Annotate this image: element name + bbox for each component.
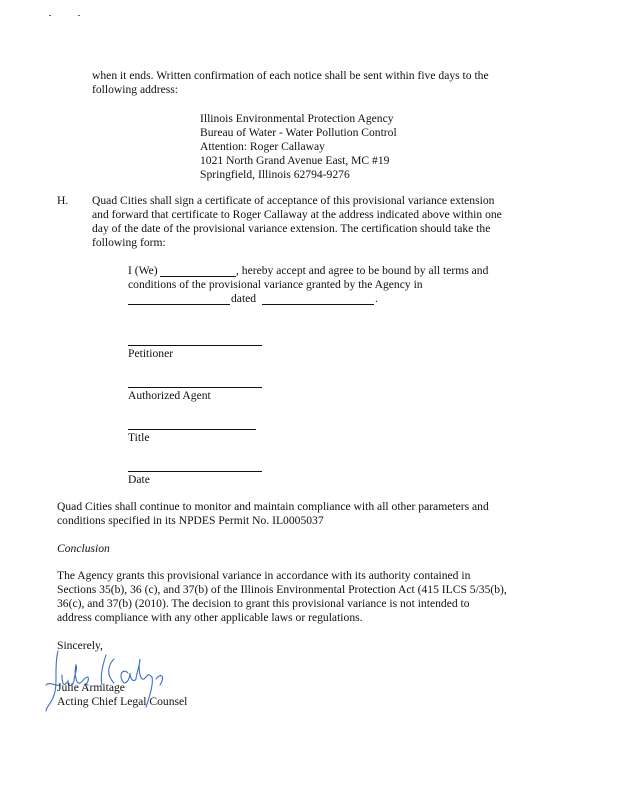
address-line: 1021 North Grand Avenue East, MC #19 xyxy=(200,154,390,167)
text-line: Quad Cities shall sign a certificate of acceptance of this provisional variance extension xyxy=(92,194,495,207)
text-line: Quad Cities shall continue to monitor and maintain compliance with all other parameters and xyxy=(57,500,489,513)
text-line: when it ends. Written confirmation of each notice shall be sent within five days to the xyxy=(92,69,489,82)
scan-speck xyxy=(78,15,80,16)
address-line: Illinois Environmental Protection Agency xyxy=(200,112,394,125)
field-label: Petitioner xyxy=(128,347,174,360)
cert-text: I (We) xyxy=(128,264,158,277)
text-line: following address: xyxy=(92,83,178,96)
signature-line xyxy=(128,345,262,346)
item-marker: H. xyxy=(57,194,69,207)
signature-line xyxy=(128,429,256,430)
name-blank xyxy=(160,276,236,277)
conclusion-heading: Conclusion xyxy=(57,542,110,555)
text-line: day of the date of the provisional variance extension. The certification should take the xyxy=(92,222,491,235)
text-line: address compliance with any other applicable laws or regulations. xyxy=(57,611,363,624)
cert-text: , hereby accept and agree to be bound by all terms and xyxy=(236,264,489,277)
text-line: conditions specified in its NPDES Permit No. IL0005037 xyxy=(57,514,324,527)
signer-title: Acting Chief Legal Counsel xyxy=(57,695,188,708)
field-label: Title xyxy=(128,431,150,444)
blank xyxy=(128,304,230,305)
signer-name: Julie Armitage xyxy=(57,681,125,694)
text-line: and forward that certificate to Roger Callaway at the address indicated above within one xyxy=(92,208,502,221)
address-line: Bureau of Water - Water Pollution Control xyxy=(200,126,397,139)
address-line: Attention: Roger Callaway xyxy=(200,140,325,153)
signature-line xyxy=(128,471,262,472)
cert-text: . xyxy=(375,292,378,305)
closing: Sincerely, xyxy=(57,639,103,652)
cert-text: conditions of the provisional variance granted by the Agency in xyxy=(128,278,423,291)
date-blank xyxy=(262,304,374,305)
text-line: following form: xyxy=(92,236,166,249)
address-line: Springfield, Illinois 62794-9276 xyxy=(200,168,350,181)
scan-speck xyxy=(49,15,51,16)
text-line: Sections 35(b), 36 (c), and 37(b) of the Illinois Environmental Protection Act (415 ILCS 5/35(b), xyxy=(57,583,507,596)
cert-text: dated xyxy=(231,292,257,305)
field-label: Date xyxy=(128,473,150,486)
text-line: 36(c), and 37(b) (2010). The decision to grant this provisional variance is not intended to xyxy=(57,597,470,610)
field-label: Authorized Agent xyxy=(128,389,211,402)
signature-line xyxy=(128,387,262,388)
text-line: The Agency grants this provisional variance in accordance with its authority contained in xyxy=(57,569,471,582)
